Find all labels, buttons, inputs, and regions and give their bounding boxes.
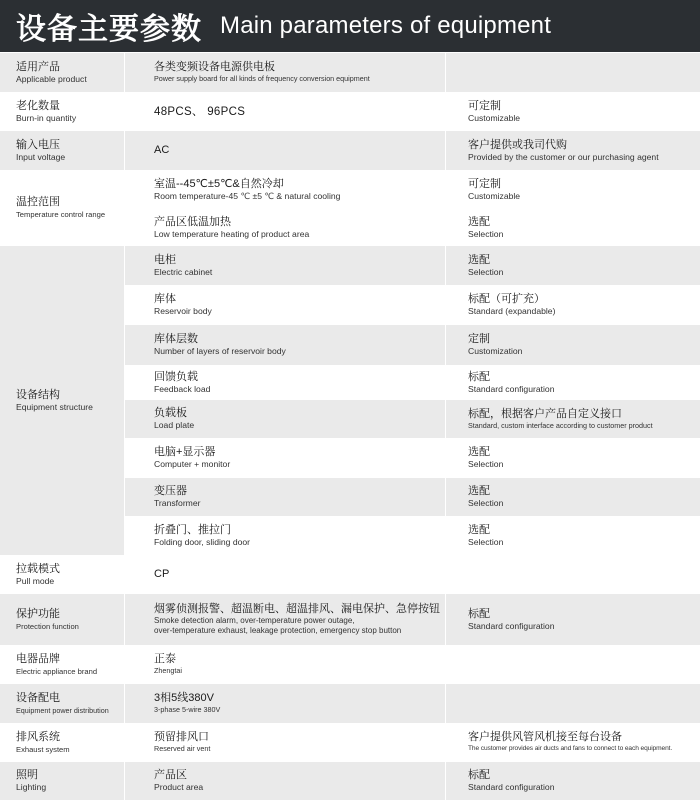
row-desc	[125, 53, 445, 92]
row-note	[446, 53, 700, 92]
note-cn: 标配	[468, 607, 490, 620]
note-en: Standard configuration	[468, 620, 555, 631]
row-note	[446, 555, 700, 594]
label-cn: 设备结构	[16, 388, 60, 401]
label-en: Pull mode	[16, 575, 55, 586]
note-en: Standard configuration	[468, 782, 555, 792]
row-desc	[125, 92, 445, 131]
desc-en: Room temperature-45 ℃ ±5 ℃ & natural cooling	[154, 190, 341, 201]
sub-note	[446, 170, 700, 209]
desc-en: Computer + monitor	[154, 459, 231, 469]
desc-cn: 库体层数	[154, 333, 198, 345]
row-note	[446, 92, 700, 131]
note-en: Selection	[468, 536, 504, 547]
row-label	[0, 92, 124, 131]
label-cn: 老化数量	[16, 99, 60, 112]
row-note-group	[446, 170, 700, 246]
row-desc	[125, 762, 445, 800]
note-en: The customer provides air ducts and fans to connect to each equipment.	[468, 745, 673, 752]
note-cn: 标配（可扩充）	[468, 293, 545, 305]
row-label	[0, 684, 124, 723]
sub-desc	[125, 516, 445, 555]
sub-note	[446, 246, 700, 285]
label-en: Burn-in quantity	[16, 112, 77, 123]
row-note-group	[446, 246, 700, 555]
header-title-cn: 设备主要参数	[16, 12, 202, 47]
row-desc	[125, 131, 445, 170]
row-desc	[125, 594, 445, 645]
note-cn: 客户提供或我司代购	[468, 138, 567, 151]
desc-en: Electric cabinet	[154, 266, 213, 277]
sub-desc	[125, 438, 445, 478]
note-cn: 标配	[468, 370, 490, 383]
label-en: Input voltage	[16, 151, 66, 162]
desc-en: Feedback load	[154, 383, 211, 394]
note-en: Selection	[468, 459, 504, 469]
desc-cn: 电柜	[154, 253, 176, 266]
note-cn: 标配，根据客户产品自定义接口	[468, 407, 622, 420]
label-en: Applicable product	[16, 73, 87, 84]
row-label	[0, 53, 124, 92]
sub-desc	[125, 285, 445, 325]
desc-en: Zhengtai	[154, 666, 182, 675]
desc-cn: 各类变频设备电源供电板	[154, 61, 275, 73]
row-note	[446, 684, 700, 723]
label-en: Electric appliance brand	[16, 666, 98, 676]
desc-en: Folding door, sliding door	[154, 536, 251, 547]
note-cn: 选配	[468, 215, 490, 228]
note-cn: 可定制	[468, 99, 501, 112]
desc-cn: 预留排风口	[154, 731, 209, 743]
note-cn: 选配	[468, 485, 490, 497]
label-en: Equipment power distribution	[16, 705, 109, 715]
row-label	[0, 645, 124, 684]
desc-cn: CP	[154, 568, 170, 580]
desc-en-1: Smoke detection alarm, over-temperature power outage,	[154, 616, 355, 625]
row-label	[0, 594, 124, 645]
note-cn: 选配	[468, 446, 490, 458]
desc-cn: 室温--45℃±5℃&自然冷却	[154, 177, 284, 190]
desc-en: Power supply board for all kinds of frequency conversion equipment	[154, 74, 370, 83]
row-desc	[125, 645, 445, 684]
sub-note	[446, 516, 700, 555]
note-cn: 客户提供风管风机接至每台设备	[468, 731, 622, 743]
desc-cn: AC	[154, 144, 170, 156]
label-cn: 适用产品	[16, 60, 60, 73]
desc-en-2: over-temperature exhaust, leakage protection, emergency stop button	[154, 626, 402, 635]
row-desc	[125, 555, 445, 594]
desc-cn: 回馈负载	[154, 370, 198, 383]
label-en: Protection function	[16, 621, 79, 631]
sub-desc	[125, 246, 445, 285]
label-cn: 保护功能	[16, 607, 60, 620]
label-cn: 照明	[16, 769, 38, 781]
label-cn: 温控范围	[16, 196, 60, 208]
note-en: Provided by the customer or our purchasing agent	[468, 151, 659, 162]
sub-desc	[125, 170, 445, 209]
label-cn: 电器品牌	[16, 652, 60, 665]
sub-desc	[125, 400, 445, 438]
page-header	[0, 0, 700, 52]
label-cn: 拉载模式	[16, 562, 60, 575]
label-en: Lighting	[16, 782, 47, 792]
note-cn: 可定制	[468, 177, 501, 190]
desc-en: Number of layers of reservoir body	[154, 346, 286, 356]
note-en: Selection	[468, 498, 504, 508]
desc-cn: 折叠门、推拉门	[154, 523, 231, 536]
row-label	[0, 246, 124, 555]
label-cn: 设备配电	[16, 691, 60, 704]
desc-en: Load plate	[154, 420, 195, 430]
note-cn: 标配	[468, 769, 490, 781]
row-note	[446, 762, 700, 800]
note-en: Standard (expandable)	[468, 306, 556, 316]
desc-cn: 产品区低温加热	[154, 215, 231, 228]
row-note	[446, 723, 700, 762]
note-en: Customizable	[468, 112, 521, 123]
desc-cn: 库体	[154, 293, 176, 305]
desc-cn: 烟雾侦测报警、超温断电、超温排风、漏电保护、急停按钮	[154, 603, 440, 615]
desc-cn: 48PCS、 96PCS	[154, 105, 246, 118]
desc-en: Reservoir body	[154, 306, 212, 316]
sub-desc	[125, 325, 445, 365]
row-note	[446, 594, 700, 645]
desc-cn: 变压器	[154, 485, 187, 497]
sub-note	[446, 438, 700, 478]
row-desc-group	[125, 170, 445, 246]
desc-en: 3-phase 5-wire 380V	[154, 705, 221, 714]
label-cn: 排风系统	[16, 730, 60, 743]
label-en: Equipment structure	[16, 401, 93, 412]
row-label	[0, 723, 124, 762]
desc-en: Product area	[154, 782, 204, 792]
desc-cn: 产品区	[154, 769, 187, 781]
label-cn: 输入电压	[16, 138, 60, 151]
note-en: Customization	[468, 346, 523, 356]
label-en: Temperature control range	[16, 210, 106, 219]
label-en: Exhaust system	[16, 744, 70, 754]
note-en: Selection	[468, 266, 504, 277]
desc-en: Transformer	[154, 498, 201, 508]
sub-note	[446, 285, 700, 325]
row-desc	[125, 723, 445, 762]
note-cn: 选配	[468, 253, 490, 266]
note-cn: 选配	[468, 523, 490, 536]
sub-desc	[125, 209, 445, 246]
row-note	[446, 131, 700, 170]
row-label	[0, 762, 124, 800]
row-label	[0, 555, 124, 594]
sub-note	[446, 365, 700, 400]
sub-note	[446, 325, 700, 365]
desc-cn: 电脑+显示器	[154, 446, 216, 458]
note-en: Standard configuration	[468, 383, 555, 394]
row-desc	[125, 684, 445, 723]
sub-desc	[125, 365, 445, 400]
note-en: Customizable	[468, 190, 521, 201]
desc-cn: 负载板	[154, 407, 187, 419]
desc-en: Low temperature heating of product area	[154, 228, 310, 239]
sub-note	[446, 400, 700, 438]
sub-desc	[125, 478, 445, 516]
header-title-en: Main parameters of equipment	[220, 12, 552, 39]
row-label	[0, 131, 124, 170]
note-en: Selection	[468, 228, 504, 239]
note-cn: 定制	[468, 333, 490, 345]
note-en: Standard, custom interface according to customer product	[468, 420, 653, 430]
sub-note	[446, 478, 700, 516]
row-desc-group	[125, 246, 445, 555]
desc-en: Reserved air vent	[154, 744, 211, 753]
row-label	[0, 170, 124, 246]
row-note	[446, 645, 700, 684]
desc-cn: 正泰	[154, 653, 176, 665]
sub-note	[446, 209, 700, 246]
desc-cn: 3相5线380V	[154, 692, 214, 704]
